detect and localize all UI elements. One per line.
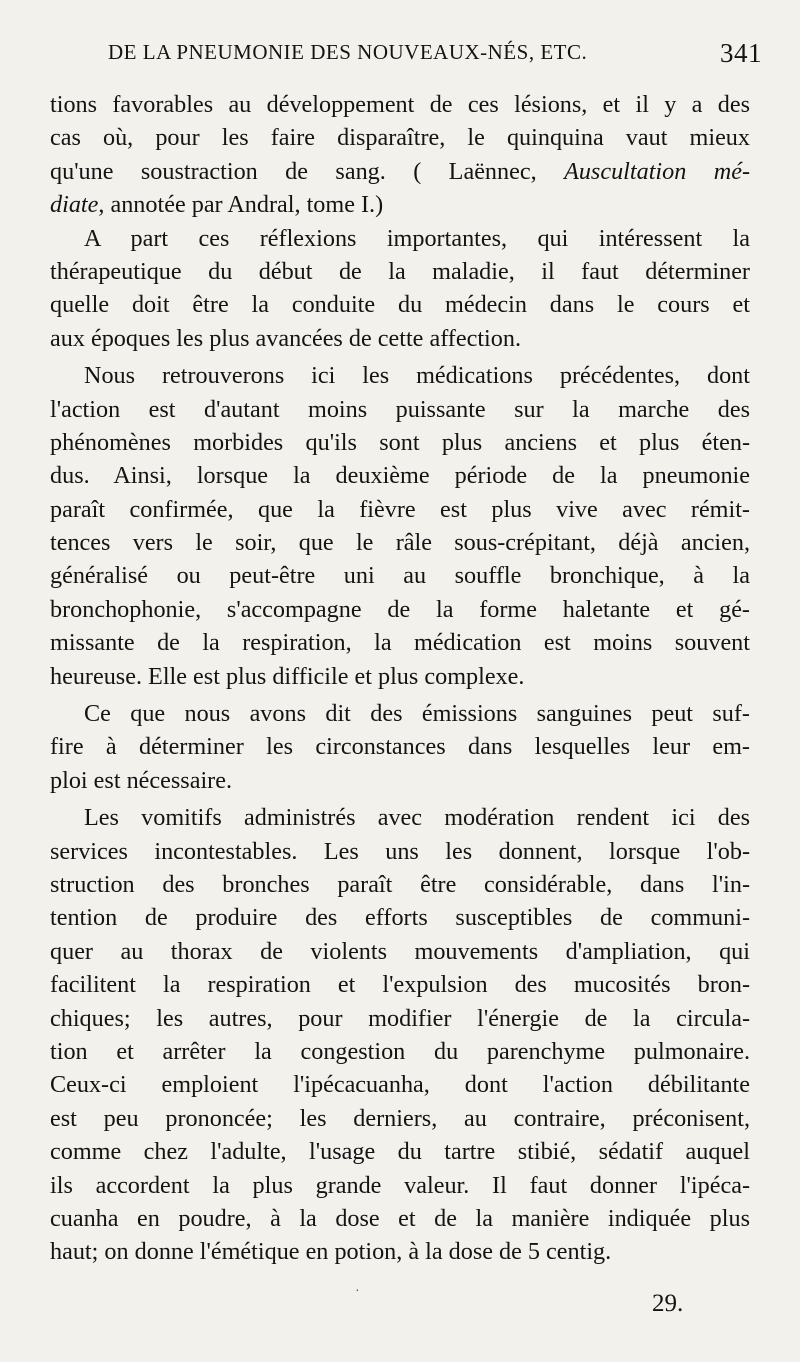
text-line: Ce que nous avons dit des émissions sanguines peut suf- — [84, 700, 750, 728]
text-line: phénomènes morbides qu'ils sont plus anciens et plus éten- — [50, 428, 750, 456]
text-line: haut; on donne l'émétique en potion, à la dose de 5 centig. — [50, 1238, 612, 1266]
text-line: tions favorables au développement de ces lésions, et il y a des — [50, 91, 750, 118]
text-line: l'action est d'autant moins puissante sur la marche des — [50, 395, 750, 423]
text-line: facilitent la respiration et l'expulsion des mucosités bron- — [50, 971, 750, 999]
text-line: Ceux-ci emploient l'ipécacuanha, dont l'action débilitante — [50, 1071, 750, 1099]
page-number: 341 — [720, 38, 762, 68]
text-line: A part ces réflexions importantes, qui intéressent la — [84, 224, 750, 252]
text-line: généralisé ou peut-être uni au souffle bronchique, à la — [50, 562, 750, 590]
signature-mark: 29. — [652, 1290, 684, 1317]
text-line: missante de la respiration, la médication est moins souvent — [50, 629, 750, 657]
text-line: tention de produire des efforts susceptibles de communi- — [50, 904, 750, 932]
text-line: est peu prononcée; les derniers, au contraire, préconisent, — [50, 1104, 750, 1132]
text-line: struction des bronches paraît être considérable, dans l'in- — [50, 870, 750, 898]
text-line: paraît confirmée, que la fièvre est plus vive avec rémit- — [50, 495, 750, 523]
text-line: thérapeutique du début de la maladie, il faut déterminer — [50, 257, 750, 285]
text-line: cuanha en poudre, à la dose et de la manière indiquée plus — [50, 1204, 750, 1232]
text-line: tences vers le soir, que le râle sous-crépitant, déjà ancien, — [50, 529, 750, 557]
running-title: DE LA PNEUMONIE DES NOUVEAUX-NÉS, ETC. — [108, 40, 588, 64]
text-line: Nous retrouverons ici les médications précédentes, dont — [84, 362, 750, 390]
body-text — [50, 88, 750, 1269]
text-line: ploi est nécessaire. — [50, 766, 233, 794]
text-line: services incontestables. Les uns les donnent, lorsque l'ob- — [50, 837, 750, 865]
text-line: comme chez l'adulte, l'usage du tartre stibié, sédatif auquel — [50, 1138, 750, 1166]
text-segment: qu'une soustraction de sang. ( Laënnec, — [50, 157, 565, 185]
text-line: quelle doit être la conduite du médecin dans le cours et — [50, 291, 750, 319]
italic-title: diate — [50, 191, 99, 219]
text-line: cas où, pour les faire disparaître, le quinquina vaut mieux — [50, 124, 750, 152]
text-line — [50, 155, 750, 188]
text-line: aux époques les plus avancées de cette affection. — [50, 324, 522, 352]
italic-title: Auscultation mé- — [564, 157, 750, 185]
text-line: chiques; les autres, pour modifier l'énergie de la circula- — [50, 1004, 750, 1032]
text-line: tion et arrêter la congestion du parenchyme pulmonaire. — [50, 1037, 750, 1065]
text-line: bronchophonie, s'accompagne de la forme haletante et gé- — [50, 595, 750, 623]
text-line: heureuse. Elle est plus difficile et plus complexe. — [50, 662, 525, 690]
text-line: Les vomitifs administrés avec modération rendent ici des — [84, 804, 750, 832]
text-line: fire à déterminer les circonstances dans lesquelles leur em- — [50, 733, 750, 761]
text-segment: , annotée par Andral, tome I.) — [98, 191, 384, 219]
text-line: dus. Ainsi, lorsque la deuxième période de la pneumonie — [50, 462, 750, 490]
text-line — [50, 188, 750, 221]
text-line: quer au thorax de violents mouvements d'ampliation, qui — [50, 937, 750, 965]
text-line: ils accordent la plus grande valeur. Il faut donner l'ipéca- — [50, 1171, 750, 1199]
printer-mark: · — [355, 1284, 360, 1299]
